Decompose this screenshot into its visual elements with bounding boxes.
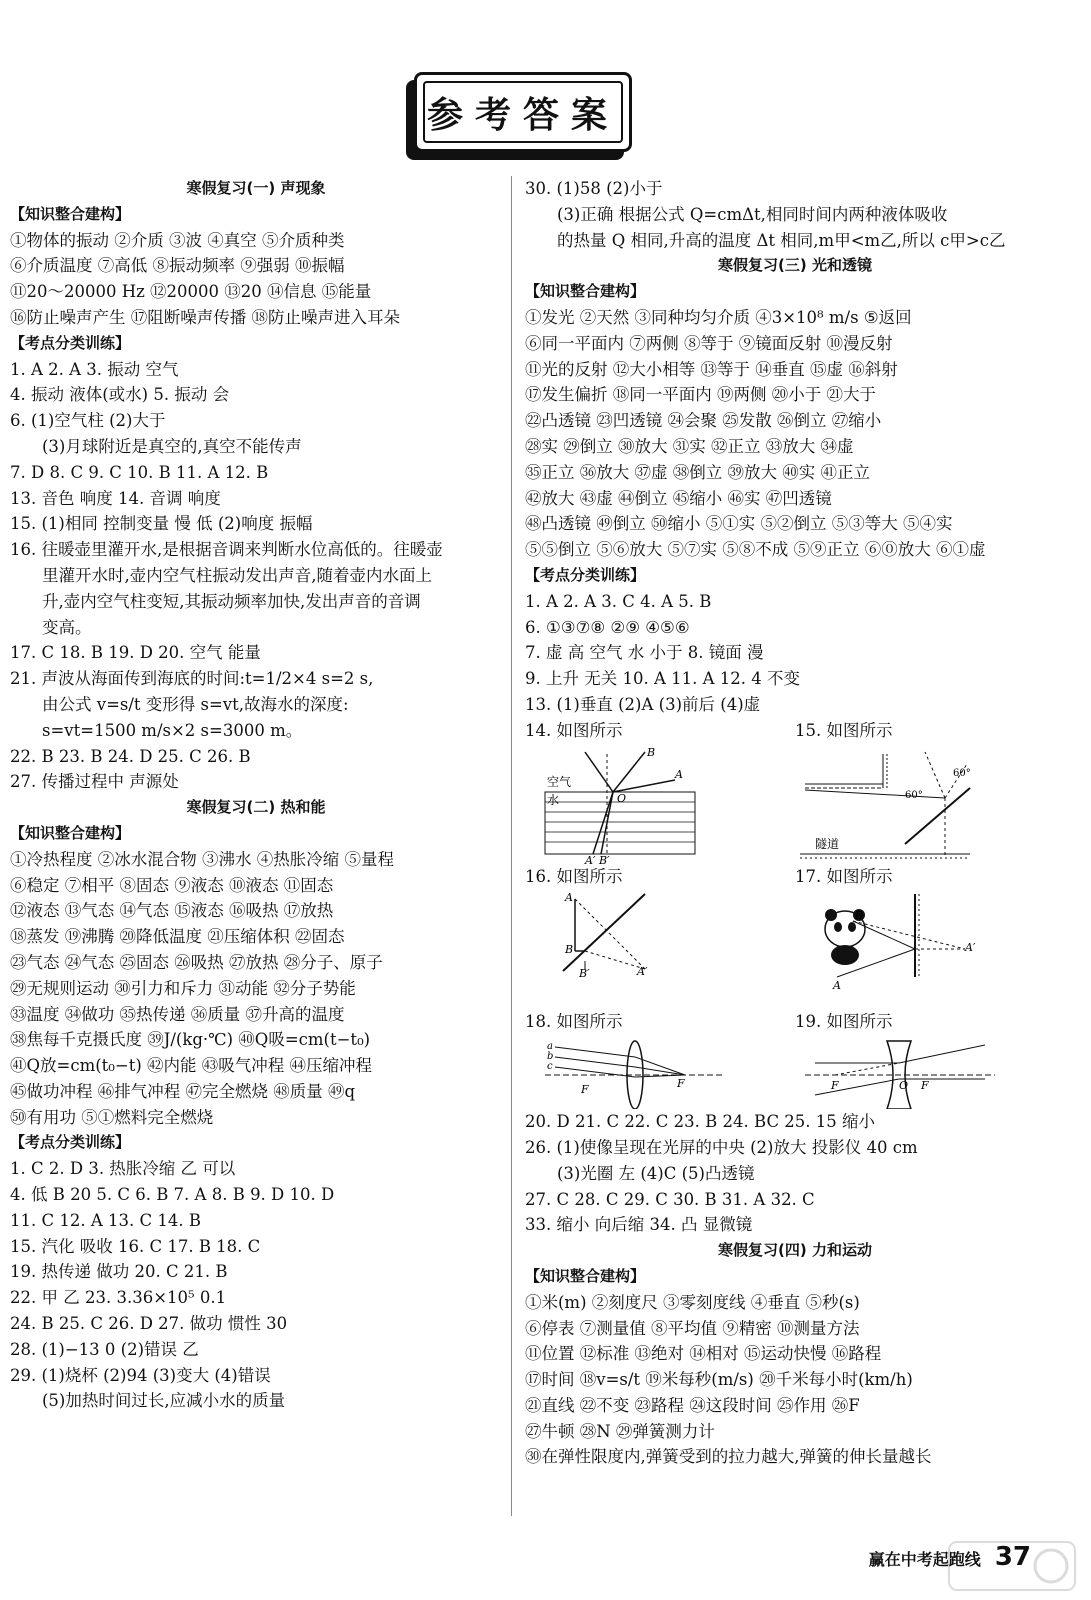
svg-text:B′: B′	[579, 967, 590, 981]
answer-line: 13. (1)垂直 (2)A (3)前后 (4)虚	[525, 694, 761, 714]
answer-line: 21. 声波从海面传到海底的时间:t=1/2×4 s=2 s,	[10, 669, 374, 689]
answer-line: ①发光 ②天然 ③同种均匀介质 ④3×10⁸ m/s ⑤返回	[525, 307, 912, 327]
answer-line: 19. 热传递 做功 20. C 21. B	[10, 1262, 228, 1282]
answer-line: ㉓气态 ㉔气态 ㉕固态 ㉖吸热 ㉗放热 ㉘分子、原子	[10, 952, 383, 972]
svg-text:O: O	[899, 1079, 909, 1093]
figure-17-panda-mirror	[795, 889, 1065, 1009]
figure-angle-label: 60°	[953, 767, 971, 779]
figure-row-1	[525, 718, 1065, 864]
figure-label-water: 水	[547, 792, 560, 807]
answer-line: ㉟正立 ㊱放大 ㊲虚 ㊳倒立 ㊴放大 ㊵实 ㊶正立	[525, 462, 870, 482]
svg-text:A′: A′	[965, 941, 976, 955]
answer-line: ⑥稳定 ⑦相平 ⑧固态 ⑨液态 ⑩液态 ⑪固态	[10, 875, 334, 895]
answer-line: 变高。	[42, 617, 92, 637]
figure-row-3	[525, 1009, 1065, 1109]
figure-angle-label: 60°	[905, 789, 923, 801]
answer-line: 由公式 v=s/t 变形得 s=vt,故海水的深度:	[42, 694, 349, 714]
answer-line: 9. 上升 无关 10. A 11. A 12. 4 不变	[525, 669, 800, 689]
figure-15-tunnel-mirror	[795, 744, 1065, 864]
answer-line: (3)光圈 左 (4)C (5)凸透镜	[557, 1163, 755, 1183]
answer-line: ㊶Q放=cm(t₀−t) ㊷内能 ㊸吸气冲程 ㊹压缩冲程	[10, 1056, 373, 1076]
svg-text:A: A	[833, 979, 841, 993]
figure-caption: 15. 如图所示	[795, 720, 893, 740]
svg-text:A: A	[565, 891, 573, 905]
section-title: 寒假复习(一) 声现象	[186, 179, 326, 197]
answer-line: ㉘实 ㉙倒立 ㉚放大 ㉛实 ㉜正立 ㉝放大 ㉞虚	[525, 436, 854, 456]
left-column	[10, 176, 502, 1414]
answer-line: 4. 振动 液体(或水) 5. 振动 会	[10, 385, 230, 405]
answer-line: ①冷热程度 ②冰水混合物 ③沸水 ④热胀冷缩 ⑤量程	[10, 849, 394, 869]
svg-text:A: A	[675, 767, 683, 781]
figure-caption: 16. 如图所示	[525, 866, 623, 886]
answer-line: 4. 低 B 20 5. C 6. B 7. A 8. B 9. D 10. D	[10, 1185, 335, 1205]
subsection-heading: 【知识整合建构】	[10, 823, 131, 842]
answer-line: (3)正确 根据公式 Q=cmΔt,相同时间内两种液体吸收	[557, 204, 948, 224]
answer-line: ⑥介质温度 ⑦高低 ⑧振动频率 ⑨强弱 ⑩振幅	[10, 256, 345, 276]
answer-line: ⑪20～20000 Hz ⑫20000 ⑬20 ⑭信息 ⑮能量	[10, 282, 372, 302]
right-column-top	[525, 176, 1065, 718]
answer-line: ⑤⑤倒立 ⑤⑥放大 ⑤⑦实 ⑤⑧不成 ⑤⑨正立 ⑥⓪放大 ⑥①虚	[525, 540, 986, 560]
answer-line: ⑰发生偏折 ⑱同一平面内 ⑲两侧 ⑳小于 ㉑大于	[525, 385, 876, 405]
figure-caption: 17. 如图所示	[795, 866, 893, 886]
title-banner	[414, 72, 632, 152]
answer-line: 16. 往暖壶里灌开水,是根据音调来判断水位高低的。往暖壶	[10, 540, 443, 560]
answer-line: ㉚在弹性限度内,弹簧受到的拉力越大,弹簧的伸长量越长	[525, 1447, 932, 1467]
answer-line: 7. D 8. C 9. C 10. B 11. A 12. B	[10, 462, 269, 482]
svg-text:F: F	[921, 1079, 929, 1093]
svg-text:A′ B′: A′ B′	[585, 853, 610, 864]
svg-text:B: B	[647, 745, 656, 759]
answer-line: 15. (1)相同 控制变量 慢 低 (2)响度 振幅	[10, 514, 313, 534]
answer-line: ⑥停表 ⑦测量值 ⑧平均值 ⑨精密 ⑩测量方法	[525, 1318, 860, 1338]
answer-line: 26. (1)使像呈现在光屏的中央 (2)放大 投影仪 40 cm	[525, 1137, 918, 1157]
svg-text:F: F	[581, 1083, 589, 1097]
answer-line: 22. 甲 乙 23. 3.36×10⁵ 0.1	[10, 1288, 227, 1308]
figure-14-refraction	[525, 744, 795, 864]
answer-line: (3)月球附近是真空的,真空不能传声	[42, 436, 302, 456]
answer-line: ⑯防止噪声产生 ⑰阻断噪声传播 ⑱防止噪声进入耳朵	[10, 307, 400, 327]
answer-line: ㊿有用功 ⑤①燃料完全燃烧	[10, 1107, 214, 1127]
answer-line: 28. (1)−13 0 (2)错误 乙	[10, 1339, 199, 1359]
answer-line: 30. (1)58 (2)小于	[525, 179, 663, 198]
svg-text:A′: A′	[637, 965, 648, 979]
section-title: 寒假复习(二) 热和能	[186, 798, 326, 817]
svg-text:b: b	[547, 1051, 554, 1063]
answer-line: 6. ①③⑦⑧ ②⑨ ④⑤⑥	[525, 617, 690, 637]
answer-line: 的热量 Q 相同,升高的温度 Δt 相同,m甲<m乙,所以 c甲>c乙	[557, 230, 1006, 250]
right-column	[525, 176, 1065, 1470]
svg-text:F: F	[677, 1077, 685, 1091]
answer-line: 6. (1)空气柱 (2)大于	[10, 411, 166, 431]
answer-line: ①米(m) ②刻度尺 ③零刻度线 ④垂直 ⑤秒(s)	[525, 1292, 860, 1312]
answer-line: ⑥同一平面内 ⑦两侧 ⑧等于 ⑨镜面反射 ⑩漫反射	[525, 333, 893, 353]
answer-line: 27. 传播过程中 声源处	[10, 772, 179, 792]
subsection-heading: 【知识整合建构】	[525, 282, 646, 301]
answer-line: 里灌开水时,壶内空气柱振动发出声音,随着壶内水面上	[42, 565, 432, 585]
answer-line: ㉗牛顿 ㉘N ㉙弹簧测力计	[525, 1421, 715, 1441]
figure-caption: 14. 如图所示	[525, 720, 623, 740]
answer-line: ⑪光的反射 ⑫大小相等 ⑬等于 ⑭垂直 ⑮虚 ⑯斜射	[525, 359, 898, 379]
answer-line: ⑪位置 ⑫标准 ⑬绝对 ⑭相对 ⑮运动快慢 ⑯路程	[525, 1344, 882, 1364]
column-divider	[511, 176, 512, 1516]
answer-line: 24. B 25. C 26. D 27. 做功 惯性 30	[10, 1314, 288, 1334]
answer-line: (5)加热时间过长,应减小水的质量	[42, 1391, 286, 1411]
answer-line: 22. B 23. B 24. D 25. C 26. B	[10, 746, 251, 766]
answer-line: 1. A 2. A 3. 振动 空气	[10, 359, 179, 379]
figure-caption: 18. 如图所示	[525, 1012, 623, 1032]
answer-line: ㉒凸透镜 ㉓凹透镜 ㉔会聚 ㉕发散 ㉖倒立 ㉗缩小	[525, 411, 882, 431]
answer-line: ㊺做功冲程 ㊻排气冲程 ㊼完全燃烧 ㊽质量 ㊾q	[10, 1081, 356, 1101]
figure-label-tunnel: 隧道	[815, 836, 840, 851]
answer-line: ①物体的振动 ②介质 ③波 ④真空 ⑤介质种类	[10, 230, 345, 250]
svg-text:B: B	[565, 943, 574, 957]
answer-line: 升,壶内空气柱变短,其振动频率加快,发出声音的音调	[42, 591, 421, 611]
right-column-bottom	[525, 1109, 1065, 1470]
answer-line: ㊳焦每千克摄氏度 ㊴J/(kg·℃) ㊵Q吸=cm(t−t₀)	[10, 1030, 371, 1050]
answer-line: 33. 缩小 向后缩 34. 凸 显微镜	[525, 1215, 753, 1235]
subsection-heading: 【知识整合建构】	[10, 204, 131, 223]
answer-line: 7. 虚 高 空气 水 小于 8. 镜面 漫	[525, 643, 764, 663]
answer-line: ㊽凸透镜 ㊾倒立 ㊿缩小 ⑤①实 ⑤②倒立 ⑤③等大 ⑤④实	[525, 514, 953, 534]
answer-line: 20. D 21. C 22. C 23. B 24. BC 25. 15 缩小	[525, 1112, 876, 1132]
svg-text:B: B	[855, 909, 864, 923]
svg-text:O: O	[617, 791, 627, 805]
figure-16-mirror-image	[525, 889, 795, 1009]
answer-line: 27. C 28. C 29. C 30. B 31. A 32. C	[525, 1189, 815, 1209]
figure-19-concave-lens	[795, 1035, 1065, 1109]
answer-line: ㊷放大 ㊸虚 ㊹倒立 ㊺缩小 ㊻实 ㊼凹透镜	[525, 488, 832, 508]
answer-line: ㉝温度 ㉞做功 ㉟热传递 ㊱质量 ㊲升高的温度	[10, 1004, 345, 1024]
answer-line: ㉙无规则运动 ㉚引力和斥力 ㉛动能 ㉜分子势能	[10, 978, 356, 998]
svg-text:a: a	[547, 1041, 553, 1053]
figure-label-air: 空气	[547, 774, 572, 789]
page-number: 37	[994, 1542, 1031, 1572]
section-title: 寒假复习(四) 力和运动	[718, 1241, 872, 1260]
answer-line: ⑰时间 ⑱v=s/t ⑲米每秒(m/s) ⑳千米每小时(km/h)	[525, 1370, 913, 1390]
figure-caption: 19. 如图所示	[795, 1012, 893, 1032]
subsection-heading: 【考点分类训练】	[10, 1133, 131, 1152]
svg-text:c: c	[547, 1061, 553, 1073]
answer-line: 11. C 12. A 13. C 14. B	[10, 1210, 201, 1230]
answer-line: s=vt=1500 m/s×2 s=3000 m。	[42, 720, 303, 740]
answer-line: ⑫液态 ⑬气态 ⑭气态 ⑮液态 ⑯吸热 ⑰放热	[10, 901, 334, 921]
answer-line: 17. C 18. B 19. D 20. 空气 能量	[10, 643, 261, 663]
subsection-heading: 【知识整合建构】	[525, 1266, 646, 1285]
answer-line: ⑱蒸发 ⑲沸腾 ⑳降低温度 ㉑压缩体积 ㉒固态	[10, 927, 345, 947]
subsection-heading: 【考点分类训练】	[10, 333, 131, 352]
figure-row-2	[525, 864, 1065, 1010]
subsection-heading: 【考点分类训练】	[525, 565, 646, 584]
watermark-logo	[947, 1540, 1077, 1592]
footer-label: 赢在中考起跑线	[868, 1550, 981, 1569]
svg-text:F: F	[831, 1079, 839, 1093]
page-title: 参考答案	[423, 81, 623, 143]
figure-18-convex-lens	[525, 1035, 795, 1109]
answer-line: 15. 汽化 吸收 16. C 17. B 18. C	[10, 1236, 261, 1256]
answer-line: 29. (1)烧杯 (2)94 (3)变大 (4)错误	[10, 1365, 271, 1385]
answer-line: 13. 音色 响度 14. 音调 响度	[10, 488, 221, 508]
answer-line: ㉑直线 ㉒不变 ㉓路程 ㉔这段时间 ㉕作用 ㉖F	[525, 1395, 860, 1415]
answer-line: 1. C 2. D 3. 热胀冷缩 乙 可以	[10, 1159, 236, 1179]
section-title: 寒假复习(三) 光和透镜	[718, 256, 872, 275]
answer-line: 1. A 2. A 3. C 4. A 5. B	[525, 591, 712, 611]
